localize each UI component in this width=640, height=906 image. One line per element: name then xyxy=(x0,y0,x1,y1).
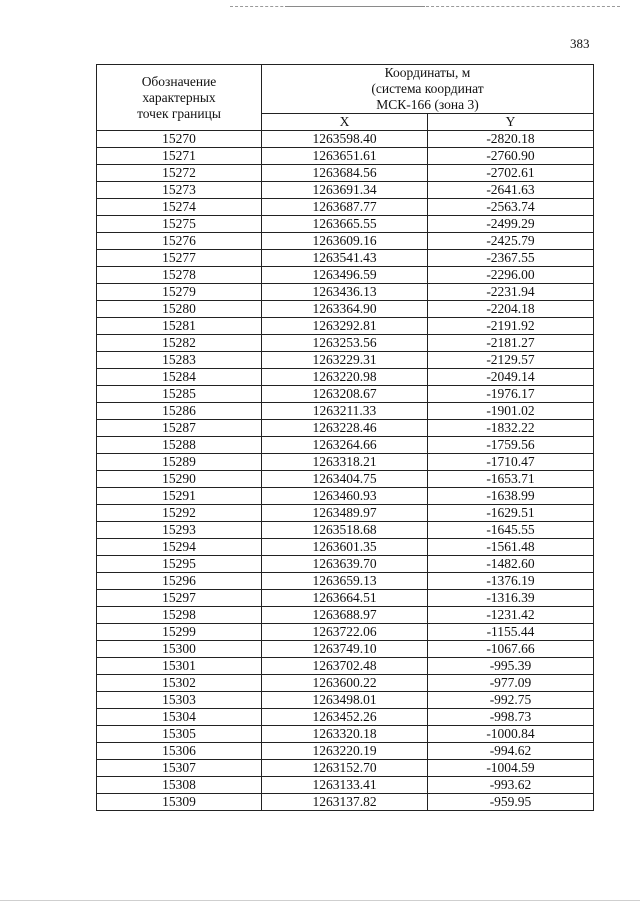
y-coordinate-cell: -1653.71 xyxy=(428,471,594,488)
y-coordinate-cell: -1316.39 xyxy=(428,590,594,607)
point-id-cell: 15289 xyxy=(97,454,262,471)
x-coordinate-cell: 1263600.22 xyxy=(262,675,428,692)
table-row xyxy=(97,675,594,692)
top-scan-line xyxy=(285,6,425,7)
point-id-cell: 15287 xyxy=(97,420,262,437)
x-coordinate-cell: 1263292.81 xyxy=(262,318,428,335)
x-coordinate-cell: 1263253.56 xyxy=(262,335,428,352)
point-id-cell: 15301 xyxy=(97,658,262,675)
point-id-cell: 15278 xyxy=(97,267,262,284)
table-row xyxy=(97,335,594,352)
coords-line-1: Координаты, м xyxy=(384,65,471,80)
y-coordinate-cell: -2204.18 xyxy=(428,301,594,318)
point-label-line-3: точек границы xyxy=(137,105,221,121)
table-row xyxy=(97,165,594,182)
x-coordinate-cell: 1263664.51 xyxy=(262,590,428,607)
table-row xyxy=(97,590,594,607)
y-coordinate-cell: -1482.60 xyxy=(428,556,594,573)
point-id-cell: 15281 xyxy=(97,318,262,335)
table-row xyxy=(97,539,594,556)
y-coordinate-cell: -1832.22 xyxy=(428,420,594,437)
y-coordinate-cell: -1976.17 xyxy=(428,386,594,403)
x-coordinate-cell: 1263229.31 xyxy=(262,352,428,369)
x-coordinate-cell: 1263498.01 xyxy=(262,692,428,709)
y-coordinate-cell: -1561.48 xyxy=(428,539,594,556)
y-coordinate-cell: -2702.61 xyxy=(428,165,594,182)
point-label-header xyxy=(97,65,262,131)
y-column-header: Y xyxy=(428,114,594,131)
point-id-cell: 15308 xyxy=(97,777,262,794)
y-coordinate-cell: -1629.51 xyxy=(428,505,594,522)
bottom-scan-edge xyxy=(0,900,640,901)
point-id-cell: 15305 xyxy=(97,726,262,743)
y-coordinate-cell: -2181.27 xyxy=(428,335,594,352)
y-coordinate-cell: -998.73 xyxy=(428,709,594,726)
point-id-cell: 15294 xyxy=(97,539,262,556)
table-row xyxy=(97,250,594,267)
point-id-cell: 15270 xyxy=(97,131,262,148)
y-coordinate-cell: -2425.79 xyxy=(428,233,594,250)
table-row xyxy=(97,284,594,301)
x-coordinate-cell: 1263318.21 xyxy=(262,454,428,471)
x-coordinate-cell: 1263639.70 xyxy=(262,556,428,573)
table-row xyxy=(97,726,594,743)
point-id-cell: 15300 xyxy=(97,641,262,658)
table-row xyxy=(97,131,594,148)
table-row xyxy=(97,556,594,573)
y-coordinate-cell: -1000.84 xyxy=(428,726,594,743)
x-coordinate-cell: 1263137.82 xyxy=(262,794,428,811)
point-id-cell: 15275 xyxy=(97,216,262,233)
point-id-cell: 15295 xyxy=(97,556,262,573)
point-id-cell: 15304 xyxy=(97,709,262,726)
y-coordinate-cell: -1710.47 xyxy=(428,454,594,471)
point-id-cell: 15276 xyxy=(97,233,262,250)
table-row xyxy=(97,216,594,233)
y-coordinate-cell: -1004.59 xyxy=(428,760,594,777)
point-id-cell: 15288 xyxy=(97,437,262,454)
point-id-cell: 15296 xyxy=(97,573,262,590)
table-row xyxy=(97,352,594,369)
table-row xyxy=(97,624,594,641)
x-coordinate-cell: 1263722.06 xyxy=(262,624,428,641)
x-coordinate-cell: 1263152.70 xyxy=(262,760,428,777)
x-coordinate-cell: 1263691.34 xyxy=(262,182,428,199)
point-id-cell: 15271 xyxy=(97,148,262,165)
y-coordinate-cell: -2049.14 xyxy=(428,369,594,386)
table-row xyxy=(97,488,594,505)
table-row xyxy=(97,199,594,216)
table-row xyxy=(97,794,594,811)
point-id-cell: 15303 xyxy=(97,692,262,709)
table-row xyxy=(97,369,594,386)
point-id-cell: 15309 xyxy=(97,794,262,811)
y-coordinate-cell: -2191.92 xyxy=(428,318,594,335)
point-id-cell: 15272 xyxy=(97,165,262,182)
table-row xyxy=(97,743,594,760)
y-coordinate-cell: -2296.00 xyxy=(428,267,594,284)
table-row xyxy=(97,267,594,284)
point-id-cell: 15274 xyxy=(97,199,262,216)
x-coordinate-cell: 1263208.67 xyxy=(262,386,428,403)
y-coordinate-cell: -2760.90 xyxy=(428,148,594,165)
x-coordinate-cell: 1263220.98 xyxy=(262,369,428,386)
x-coordinate-cell: 1263133.41 xyxy=(262,777,428,794)
table-row xyxy=(97,760,594,777)
y-coordinate-cell: -2563.74 xyxy=(428,199,594,216)
table-row xyxy=(97,233,594,250)
table-row xyxy=(97,658,594,675)
y-coordinate-cell: -1759.56 xyxy=(428,437,594,454)
x-coordinate-cell: 1263687.77 xyxy=(262,199,428,216)
table-row xyxy=(97,437,594,454)
x-coordinate-cell: 1263228.46 xyxy=(262,420,428,437)
table-row xyxy=(97,641,594,658)
y-coordinate-cell: -2820.18 xyxy=(428,131,594,148)
y-coordinate-cell: -2499.29 xyxy=(428,216,594,233)
table-row xyxy=(97,522,594,539)
x-coordinate-cell: 1263404.75 xyxy=(262,471,428,488)
x-coordinate-cell: 1263220.19 xyxy=(262,743,428,760)
point-id-cell: 15302 xyxy=(97,675,262,692)
x-coordinate-cell: 1263598.40 xyxy=(262,131,428,148)
point-id-cell: 15298 xyxy=(97,607,262,624)
y-coordinate-cell: -2641.63 xyxy=(428,182,594,199)
point-id-cell: 15283 xyxy=(97,352,262,369)
coordinates-table xyxy=(96,64,594,811)
y-coordinate-cell: -1638.99 xyxy=(428,488,594,505)
table-row xyxy=(97,777,594,794)
coords-line-2: (система координат xyxy=(371,81,484,96)
point-id-cell: 15290 xyxy=(97,471,262,488)
table-row xyxy=(97,505,594,522)
table-row xyxy=(97,471,594,488)
point-label-line-2: характерных xyxy=(142,89,216,105)
x-coordinate-cell: 1263496.59 xyxy=(262,267,428,284)
y-coordinate-cell: -1376.19 xyxy=(428,573,594,590)
table-row xyxy=(97,301,594,318)
point-id-cell: 15293 xyxy=(97,522,262,539)
x-coordinate-cell: 1263489.97 xyxy=(262,505,428,522)
point-id-cell: 15291 xyxy=(97,488,262,505)
y-coordinate-cell: -1155.44 xyxy=(428,624,594,641)
x-coordinate-cell: 1263651.61 xyxy=(262,148,428,165)
coords-line-3: МСК-166 (зона 3) xyxy=(376,97,479,112)
y-coordinate-cell: -977.09 xyxy=(428,675,594,692)
x-coordinate-cell: 1263609.16 xyxy=(262,233,428,250)
x-coordinate-cell: 1263665.55 xyxy=(262,216,428,233)
y-coordinate-cell: -959.95 xyxy=(428,794,594,811)
table-row xyxy=(97,182,594,199)
y-coordinate-cell: -995.39 xyxy=(428,658,594,675)
x-coordinate-cell: 1263452.26 xyxy=(262,709,428,726)
x-coordinate-cell: 1263541.43 xyxy=(262,250,428,267)
table-row xyxy=(97,709,594,726)
table-row xyxy=(97,573,594,590)
x-coordinate-cell: 1263364.90 xyxy=(262,301,428,318)
table-row xyxy=(97,403,594,420)
point-id-cell: 15297 xyxy=(97,590,262,607)
y-coordinate-cell: -1901.02 xyxy=(428,403,594,420)
point-id-cell: 15299 xyxy=(97,624,262,641)
table-row xyxy=(97,454,594,471)
x-coordinate-cell: 1263601.35 xyxy=(262,539,428,556)
point-id-cell: 15286 xyxy=(97,403,262,420)
table-row xyxy=(97,692,594,709)
x-coordinate-cell: 1263320.18 xyxy=(262,726,428,743)
x-column-header: X xyxy=(262,114,428,131)
point-id-cell: 15279 xyxy=(97,284,262,301)
y-coordinate-cell: -2129.57 xyxy=(428,352,594,369)
y-coordinate-cell: -992.75 xyxy=(428,692,594,709)
point-id-cell: 15285 xyxy=(97,386,262,403)
table-row xyxy=(97,318,594,335)
y-coordinate-cell: -993.62 xyxy=(428,777,594,794)
y-coordinate-cell: -2367.55 xyxy=(428,250,594,267)
point-id-cell: 15307 xyxy=(97,760,262,777)
x-coordinate-cell: 1263659.13 xyxy=(262,573,428,590)
page-number: 383 xyxy=(570,36,590,51)
point-id-cell: 15280 xyxy=(97,301,262,318)
table-row xyxy=(97,607,594,624)
point-id-cell: 15277 xyxy=(97,250,262,267)
point-id-cell: 15306 xyxy=(97,743,262,760)
table-row xyxy=(97,148,594,165)
y-coordinate-cell: -2231.94 xyxy=(428,284,594,301)
x-coordinate-cell: 1263211.33 xyxy=(262,403,428,420)
x-coordinate-cell: 1263436.13 xyxy=(262,284,428,301)
x-coordinate-cell: 1263702.48 xyxy=(262,658,428,675)
x-coordinate-cell: 1263264.66 xyxy=(262,437,428,454)
y-coordinate-cell: -1067.66 xyxy=(428,641,594,658)
point-id-cell: 15273 xyxy=(97,182,262,199)
point-id-cell: 15284 xyxy=(97,369,262,386)
coordinates-header xyxy=(262,65,594,114)
x-coordinate-cell: 1263749.10 xyxy=(262,641,428,658)
point-id-cell: 15282 xyxy=(97,335,262,352)
x-coordinate-cell: 1263684.56 xyxy=(262,165,428,182)
table-row xyxy=(97,386,594,403)
y-coordinate-cell: -1231.42 xyxy=(428,607,594,624)
point-id-cell: 15292 xyxy=(97,505,262,522)
x-coordinate-cell: 1263518.68 xyxy=(262,522,428,539)
x-coordinate-cell: 1263688.97 xyxy=(262,607,428,624)
point-label-line-1: Обозначение xyxy=(141,73,217,89)
y-coordinate-cell: -1645.55 xyxy=(428,522,594,539)
x-coordinate-cell: 1263460.93 xyxy=(262,488,428,505)
coordinates-body xyxy=(97,131,594,811)
table-row xyxy=(97,420,594,437)
y-coordinate-cell: -994.62 xyxy=(428,743,594,760)
